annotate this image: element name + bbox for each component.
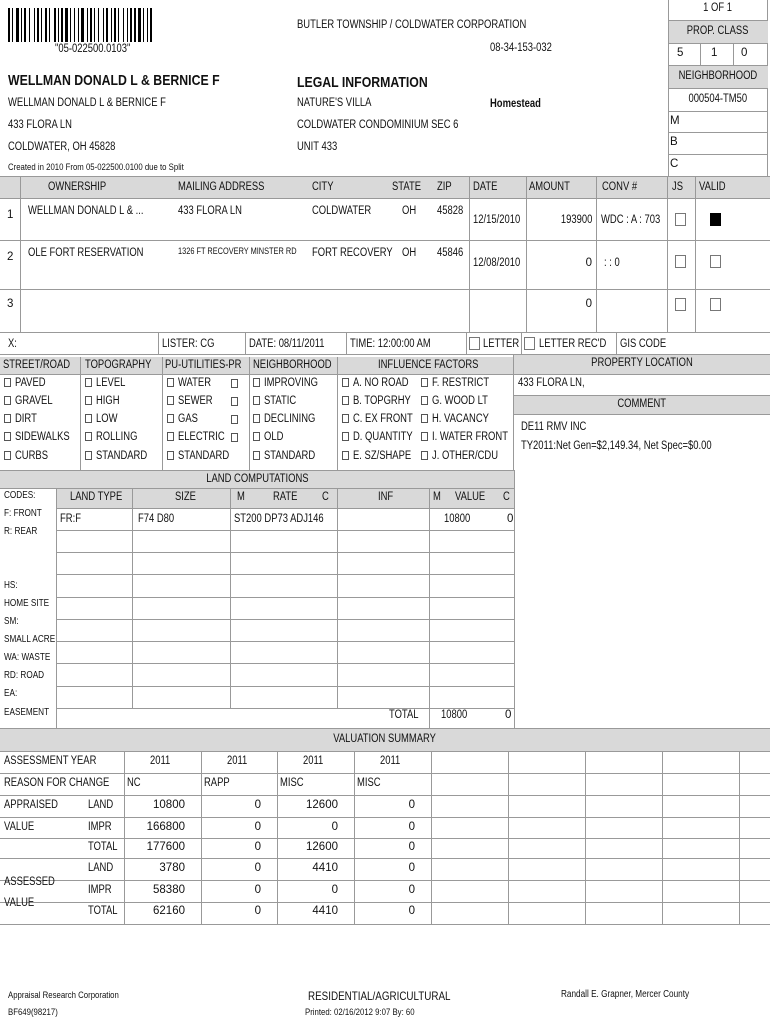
land-code: SM: xyxy=(4,616,19,627)
comment-line: DE11 RMV INC xyxy=(521,421,587,433)
neighborhood-title: NEIGHBORHOOD xyxy=(253,359,332,371)
checkbox-icon[interactable] xyxy=(4,432,11,441)
assessment-year: 2011 xyxy=(380,755,401,767)
land-code: RD: ROAD xyxy=(4,670,45,681)
valuation-cell: 0 xyxy=(254,905,261,917)
property-location-value: 433 FLORA LN, xyxy=(518,377,585,389)
street-road-title: STREET/ROAD xyxy=(3,359,71,371)
influence-option[interactable]: J. OTHER/CDU xyxy=(421,450,513,462)
valuation-cell: 12600 xyxy=(306,841,338,853)
influence-option[interactable]: G. WOOD LT xyxy=(421,395,500,407)
valuation-cell: 0 xyxy=(408,862,415,874)
checkbox-icon[interactable] xyxy=(231,415,238,424)
checkbox-icon[interactable] xyxy=(253,414,260,423)
land-code: SMALL ACRE xyxy=(4,634,56,645)
reason-for-change: RAPP xyxy=(204,777,230,789)
date-cell: 12/15/2010 xyxy=(473,214,521,226)
influence-option[interactable]: B. TOPGRHY xyxy=(342,395,424,407)
card-m: M xyxy=(670,115,680,127)
land-header-m: M xyxy=(237,491,245,503)
checkbox-icon[interactable] xyxy=(4,396,11,405)
row-number: 2 xyxy=(7,251,14,263)
col-header-amount: AMOUNT xyxy=(529,181,570,193)
conv-cell: : : 0 xyxy=(604,257,620,269)
checkbox-icon[interactable] xyxy=(253,378,260,387)
checkbox-icon[interactable] xyxy=(4,414,11,423)
valuation-cell: 177600 xyxy=(146,841,185,853)
reason-for-change: NC xyxy=(127,777,141,789)
influence-title: INFLUENCE FACTORS xyxy=(378,359,479,371)
factor-option[interactable]: STANDARD xyxy=(167,450,240,462)
valuation-cell: 166800 xyxy=(146,821,185,833)
checkbox-icon[interactable] xyxy=(421,414,428,423)
value-row-label: TOTAL xyxy=(88,905,118,917)
valuation-cell: 0 xyxy=(254,799,261,811)
zip-cell: 45828 xyxy=(437,205,464,217)
parcel-id: "05-022500.0103" xyxy=(55,43,131,55)
land-code: WA: WASTE xyxy=(4,652,51,663)
prop-class-value: 1 xyxy=(711,47,718,59)
checkbox-icon[interactable] xyxy=(421,378,428,387)
land-header-inf: INF xyxy=(378,491,394,503)
neighborhood-label: NEIGHBORHOOD xyxy=(678,70,758,82)
factor-option[interactable]: GAS xyxy=(167,413,202,425)
footer-company: Appraisal Research Corporation xyxy=(8,990,119,1001)
valuation-cell: 0 xyxy=(254,862,261,874)
reason-for-change: MISC xyxy=(357,777,381,789)
col-header-date: DATE xyxy=(473,181,498,193)
land-code: F: FRONT xyxy=(4,508,42,519)
valuation-cell: 10800 xyxy=(153,799,185,811)
state-cell: OH xyxy=(402,247,417,259)
row-number: 1 xyxy=(7,209,14,221)
owner-line: WELLMAN DONALD L & BERNICE F xyxy=(8,97,166,109)
footer-printed: Printed: 02/16/2012 9:07 By: 60 xyxy=(305,1007,415,1018)
reason-label: REASON FOR CHANGE xyxy=(4,777,110,789)
land-value-cell: 10800 xyxy=(444,513,471,525)
factor-option[interactable]: GRAVEL xyxy=(4,395,61,407)
factor-option[interactable]: ELECTRIC xyxy=(167,431,235,443)
checkbox-icon[interactable] xyxy=(85,432,92,441)
value-row-label: LAND xyxy=(88,799,114,811)
assessed-label: VALUE xyxy=(4,897,35,909)
factor-option[interactable]: LOW xyxy=(85,413,122,425)
zip-cell: 45846 xyxy=(437,247,464,259)
checkbox-icon[interactable] xyxy=(4,378,11,387)
checkbox-icon[interactable] xyxy=(342,432,349,441)
col-header-js: JS xyxy=(672,181,684,193)
codes-label: CODES: xyxy=(4,490,36,501)
checkbox-icon[interactable] xyxy=(4,451,11,460)
valuation-cell: 0 xyxy=(331,821,338,833)
conv-cell: WDC : A : 703 xyxy=(601,214,661,226)
land-c-cell: 0 xyxy=(507,513,514,525)
valuation-cell: 0 xyxy=(408,905,415,917)
land-header-rate: RATE xyxy=(273,491,298,503)
valuation-cell: 0 xyxy=(254,841,261,853)
reason-for-change: MISC xyxy=(280,777,304,789)
valuation-cell: 0 xyxy=(408,799,415,811)
address-cell: 433 FLORA LN xyxy=(178,205,242,217)
land-header-size: SIZE xyxy=(175,491,196,503)
assessment-year: 2011 xyxy=(150,755,171,767)
checkbox-icon[interactable] xyxy=(85,396,92,405)
value-row-label: LAND xyxy=(88,862,114,874)
land-header-c: C xyxy=(322,491,329,503)
page-indicator: 1 OF 1 xyxy=(703,2,733,14)
factor-option[interactable]: STANDARD xyxy=(85,450,158,462)
influence-option[interactable]: E. SZ/SHAPE xyxy=(342,450,424,462)
factor-option[interactable]: STANDARD xyxy=(253,450,326,462)
col-header-zip: ZIP xyxy=(437,181,452,193)
row-number: 3 xyxy=(7,298,14,310)
valid-checkbox[interactable] xyxy=(710,213,721,226)
land-rate-cell: ST200 DP73 ADJ146 xyxy=(234,513,324,525)
valuation-cell: 0 xyxy=(331,884,338,896)
prop-class-label: PROP. CLASS xyxy=(687,25,749,37)
col-header-state: STATE xyxy=(392,181,421,193)
utilities-title: PU-UTILITIES-PR xyxy=(165,359,242,371)
valuation-cell: 62160 xyxy=(153,905,185,917)
letter-checkbox[interactable] xyxy=(469,337,480,350)
checkbox-icon[interactable] xyxy=(342,451,349,460)
influence-option[interactable]: C. EX FRONT xyxy=(342,413,426,425)
land-code: R: REAR xyxy=(4,526,38,537)
created-note: Created in 2010 From 05-022500.0100 due to Split xyxy=(8,162,184,173)
factor-option[interactable]: HIGH xyxy=(85,395,125,407)
card-b: B xyxy=(670,136,678,148)
jurisdiction: BUTLER TOWNSHIP / COLDWATER CORPORATION xyxy=(297,19,527,31)
factor-option[interactable]: DIRT xyxy=(4,413,42,425)
legal-line: COLDWATER CONDOMINIUM SEC 6 xyxy=(297,119,459,131)
assessment-year: 2011 xyxy=(227,755,248,767)
value-row-label: TOTAL xyxy=(88,841,118,853)
checkbox-icon[interactable] xyxy=(231,433,238,442)
checkbox-icon[interactable] xyxy=(253,396,260,405)
prop-class-value: 5 xyxy=(677,47,684,59)
footer-card-type: RESIDENTIAL/AGRICULTURAL xyxy=(308,989,451,1003)
lister-date: DATE: 08/11/2011 xyxy=(249,338,325,350)
land-total-c: 0 xyxy=(505,709,512,721)
factor-option[interactable]: SIDEWALKS xyxy=(4,431,82,443)
checkbox-icon[interactable] xyxy=(167,414,174,423)
land-title: LAND COMPUTATIONS xyxy=(205,473,309,485)
col-header-conv: CONV # xyxy=(602,181,638,193)
checkbox-icon[interactable] xyxy=(421,451,428,460)
factor-option[interactable]: CURBS xyxy=(4,450,55,462)
factor-option[interactable]: LEVEL xyxy=(85,377,132,389)
city-cell: COLDWATER xyxy=(312,205,372,217)
factor-option[interactable]: OLD xyxy=(253,431,288,443)
valuation-cell: 58380 xyxy=(153,884,185,896)
topography-title: TOPOGRAPHY xyxy=(85,359,152,371)
x-field: X: xyxy=(8,338,17,350)
factor-option[interactable]: ROLLING xyxy=(85,431,147,443)
checkbox-icon[interactable] xyxy=(342,396,349,405)
valuation-cell: 0 xyxy=(408,841,415,853)
influence-option[interactable]: D. QUANTITY xyxy=(342,431,426,443)
owner-line: 433 FLORA LN xyxy=(8,119,72,131)
checkbox-icon[interactable] xyxy=(231,379,238,388)
checkbox-icon[interactable] xyxy=(253,432,260,441)
valuation-cell: 12600 xyxy=(306,799,338,811)
address-cell: 1326 FT RECOVERY MINSTER RD xyxy=(178,246,297,256)
js-checkbox[interactable] xyxy=(675,213,686,226)
legal-line: UNIT 433 xyxy=(297,141,338,153)
value-row-label: IMPR xyxy=(88,821,112,833)
checkbox-icon[interactable] xyxy=(231,397,238,406)
factor-option[interactable]: STATIC xyxy=(253,395,303,407)
land-code: EA: xyxy=(4,688,18,699)
valuation-cell: 0 xyxy=(408,821,415,833)
factor-option[interactable]: WATER xyxy=(167,377,218,389)
land-total-value: 10800 xyxy=(441,709,468,721)
col-header-mailing: MAILING ADDRESS xyxy=(178,181,265,193)
checkbox-icon[interactable] xyxy=(253,451,260,460)
footer-auditor: Randall E. Grapner, Mercer County xyxy=(561,989,690,1000)
influence-option[interactable]: F. RESTRICT xyxy=(421,377,502,389)
state-cell: OH xyxy=(402,205,417,217)
valuation-title: VALUATION SUMMARY xyxy=(333,733,437,745)
checkbox-icon[interactable] xyxy=(85,378,92,387)
factor-option[interactable]: SEWER xyxy=(167,395,220,407)
influence-option[interactable]: I. WATER FRONT xyxy=(421,431,525,443)
checkbox-icon[interactable] xyxy=(342,378,349,387)
assessment-year: 2011 xyxy=(303,755,324,767)
owner-cell: OLE FORT RESERVATION xyxy=(28,247,144,259)
influence-option[interactable]: H. VACANCY xyxy=(421,413,501,425)
valid-checkbox[interactable] xyxy=(710,298,721,311)
map-number: 08-34-153-032 xyxy=(490,42,552,54)
checkbox-icon[interactable] xyxy=(85,414,92,423)
land-total-label: TOTAL xyxy=(389,709,419,721)
barcode xyxy=(8,8,193,42)
valid-checkbox[interactable] xyxy=(710,255,721,268)
footer-form-id: BF649(98217) xyxy=(8,1007,58,1018)
owner-heading: WELLMAN DONALD L & BERNICE F xyxy=(8,72,220,89)
land-header-c2: C xyxy=(503,491,510,503)
js-checkbox[interactable] xyxy=(675,298,686,311)
assessed-label: ASSESSED xyxy=(4,876,55,888)
col-header-ownership: OWNERSHIP xyxy=(48,181,107,193)
factor-option[interactable]: PAVED xyxy=(4,377,52,389)
checkbox-icon[interactable] xyxy=(421,396,428,405)
lister-field: LISTER: CG xyxy=(162,338,215,350)
amount-cell: 0 xyxy=(585,257,592,269)
col-header-city: CITY xyxy=(312,181,334,193)
land-header-type: LAND TYPE xyxy=(70,491,123,503)
land-header-value: VALUE xyxy=(455,491,486,503)
land-header-m2: M xyxy=(433,491,441,503)
owner-cell: WELLMAN DONALD L & ... xyxy=(28,205,144,217)
checkbox-icon[interactable] xyxy=(167,432,174,441)
amount-cell: 193900 xyxy=(560,214,592,226)
js-checkbox[interactable] xyxy=(675,255,686,268)
card-c: C xyxy=(670,158,679,170)
influence-option[interactable]: A. NO ROAD xyxy=(342,377,421,389)
valuation-cell: 4410 xyxy=(312,862,338,874)
valuation-cell: 0 xyxy=(254,884,261,896)
checkbox-icon[interactable] xyxy=(421,432,428,441)
valuation-cell: 0 xyxy=(254,821,261,833)
land-code: HOME SITE xyxy=(4,598,50,609)
appraised-label: APPRAISED xyxy=(4,799,58,811)
gis-code-label: GIS CODE xyxy=(620,338,667,350)
comment-title: COMMENT xyxy=(617,398,667,410)
letter-label: LETTER xyxy=(483,338,520,350)
checkbox-icon[interactable] xyxy=(167,378,174,387)
neighborhood-value: 000504-TM50 xyxy=(688,93,748,105)
value-row-label: IMPR xyxy=(88,884,112,896)
land-type-cell: FR:F xyxy=(60,513,81,525)
letter-recd-checkbox[interactable] xyxy=(524,337,535,350)
land-size-cell: F74 D80 xyxy=(138,513,175,525)
factor-option[interactable]: DECLINING xyxy=(253,413,327,425)
valuation-cell: 3780 xyxy=(159,862,185,874)
valuation-cell: 4410 xyxy=(312,905,338,917)
property-location-title: PROPERTY LOCATION xyxy=(591,357,693,369)
assessment-year-label: ASSESSMENT YEAR xyxy=(4,755,97,767)
checkbox-icon[interactable] xyxy=(342,414,349,423)
land-code: EASEMENT xyxy=(4,707,50,718)
land-code: HS: xyxy=(4,580,18,591)
date-cell: 12/08/2010 xyxy=(473,257,521,269)
legal-heading: LEGAL INFORMATION xyxy=(297,74,428,91)
checkbox-icon[interactable] xyxy=(167,396,174,405)
legal-line: NATURE'S VILLA xyxy=(297,97,372,109)
amount-cell: 0 xyxy=(585,298,592,310)
homestead-flag: Homestead xyxy=(490,98,541,110)
col-header-valid: VALID xyxy=(699,181,726,193)
checkbox-icon[interactable] xyxy=(167,451,174,460)
comment-line: TY2011:Net Gen=$2,149.34, Net Spec=$0.00 xyxy=(521,440,712,452)
appraised-label: VALUE xyxy=(4,821,35,833)
valuation-cell: 0 xyxy=(408,884,415,896)
letter-recd-label: LETTER REC'D xyxy=(539,338,607,350)
lister-time: TIME: 12:00:00 AM xyxy=(350,338,431,350)
owner-line: COLDWATER, OH 45828 xyxy=(8,141,116,153)
checkbox-icon[interactable] xyxy=(85,451,92,460)
city-cell: FORT RECOVERY xyxy=(312,247,393,259)
factor-option[interactable]: IMPROVING xyxy=(253,377,330,389)
prop-class-value: 0 xyxy=(741,47,748,59)
